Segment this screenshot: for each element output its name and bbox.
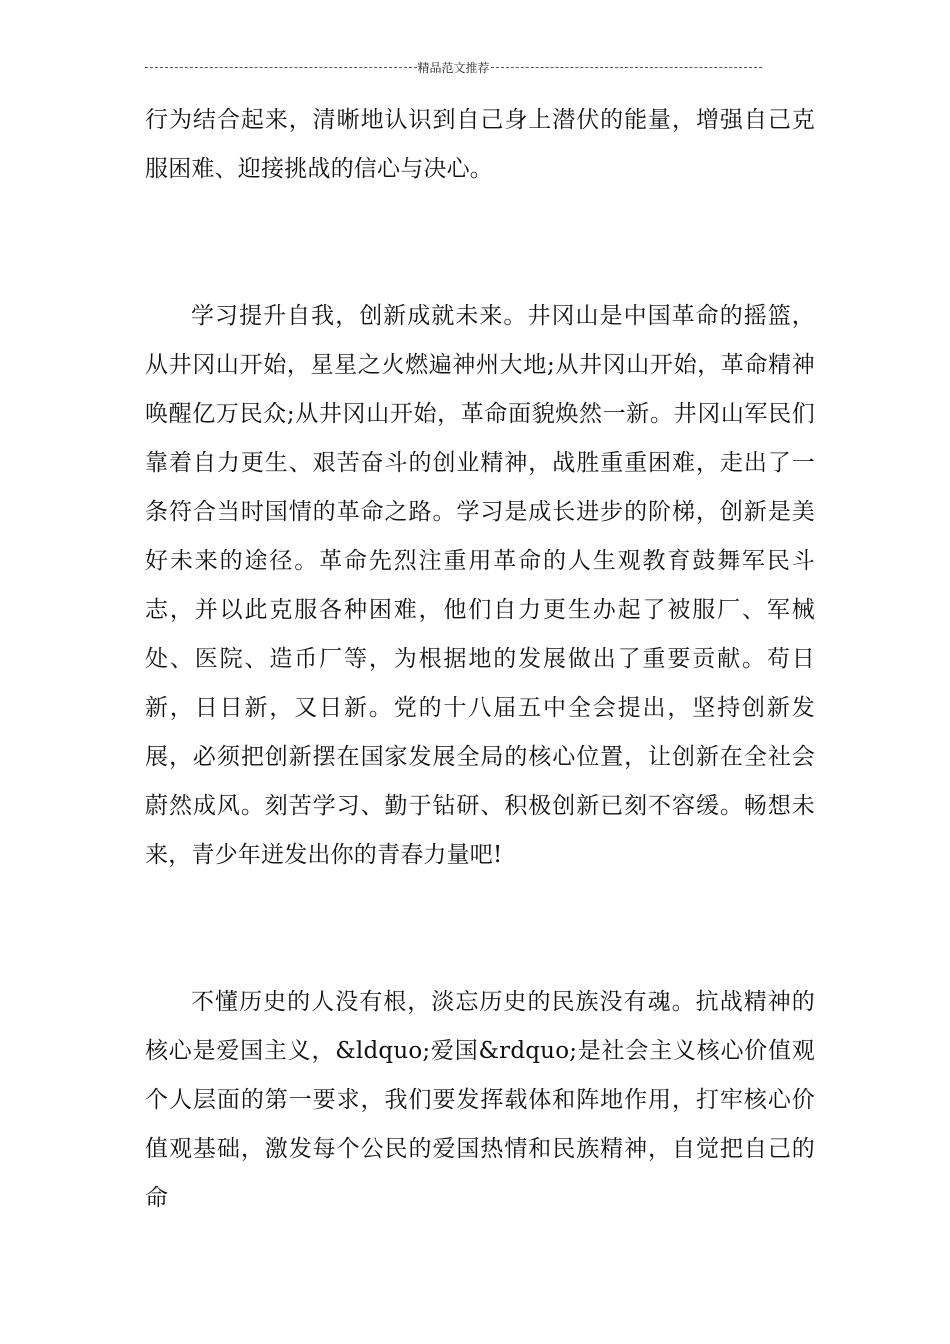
document-body [145,96,815,1223]
page-header [145,56,762,78]
paragraph-spacer [145,194,815,292]
paragraph-continuation: 行为结合起来，清晰地认识到自己身上潜伏的能量，增强自己克服困难、迎接挑战的信心与决心。 [145,107,815,182]
paragraph-spacer [145,880,815,978]
paragraph-history: 不懂历史的人没有根，淡忘历史的民族没有魂。抗战精神的核心是爱国主义，&ldquo;爱国&rdquo;是社会主义核心价值观个人层面的第一要求，我们要发挥载体和阵地作用，打牢核心价值观基础，激发每个公民的爱国热情和民族精神，自觉把自己的命 [145,989,815,1211]
paragraph-learning-innovation: 学习提升自我，创新成就未来。井冈山是中国革命的摇篮，从井冈山开始，星星之火燃遍神州大地;从井冈山开始，革命精神唤醒亿万民众;从井冈山开始，革命面貌焕然一新。井冈山军民们靠着自力更生、艰苦奋斗的创业精神，战胜重重困难，走出了一条符合当时国情的革命之路。学习是成长进步的阶梯，创新是美好未来的途径。革命先烈注重用革命的人生观教育鼓舞军民斗志，并以此克服各种困难，他们自力更生办起了被服厂、军械处、医院、造币厂等，为根据地的发展做出了重要贡献。苟日新，日日新，又日新。党的十八届五中全会提出，坚持创新发展，必须把创新摆在国家发展全局的核心位置，让创新在全社会蔚然成风。刻苦学习、勤于钻研、积极创新已刻不容缓。畅想未来，青少年迸发出你的青春力量吧! [145,303,815,868]
header-rule-right [491,67,763,68]
header-label: 精品范文推荐 [417,60,490,75]
header-rule-left [145,67,417,68]
